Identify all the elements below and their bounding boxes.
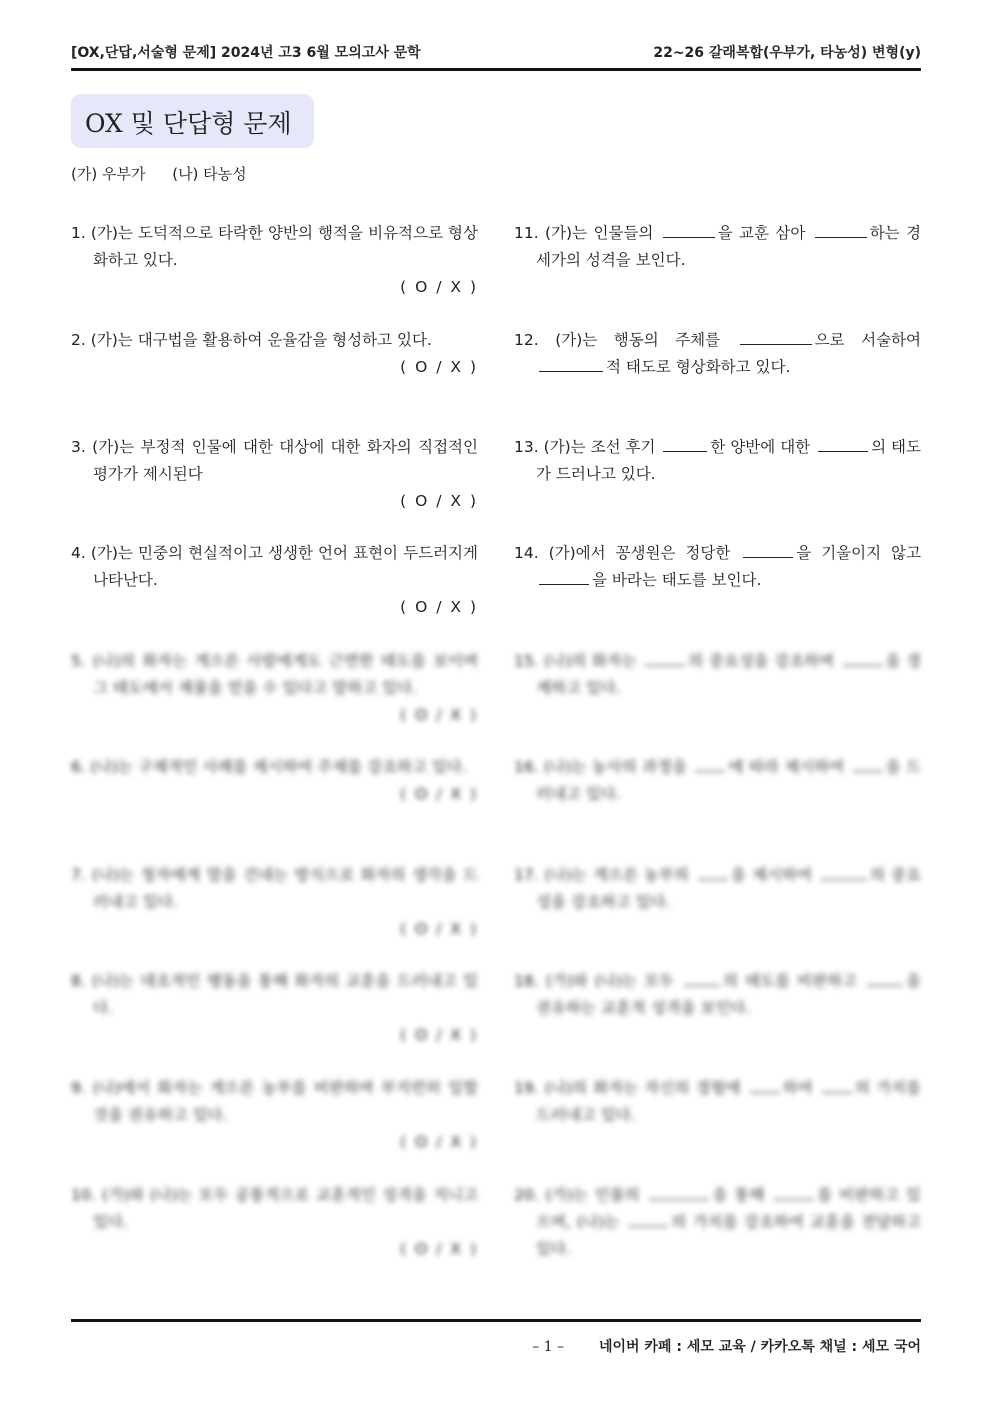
- ox-answer-mark[interactable]: ( O / X ): [400, 920, 478, 938]
- question-body: (가)는 민중의 현실적이고 생생한 언어 표현이 두드러지게 나타난다.: [90, 544, 478, 589]
- question-text-segment: 으로 서술하여: [814, 331, 921, 349]
- short-answer-question-20: [514, 1182, 921, 1263]
- short-answer-question-19: [514, 1075, 921, 1129]
- question-body: (가)는 도덕적으로 타락한 양반의 행적을 비유적으로 형상화하고 있다.: [90, 224, 478, 269]
- answer-blank[interactable]: [740, 329, 812, 345]
- ox-question-10: [71, 1182, 478, 1263]
- ox-question-8: [71, 968, 478, 1049]
- question-text-segment: 을 경계하고 있다.: [536, 652, 921, 697]
- short-answer-question-16: [514, 754, 921, 808]
- ox-answer-mark[interactable]: ( O / X ): [400, 1240, 478, 1258]
- question-text: [71, 862, 478, 916]
- question-text: [71, 1182, 478, 1236]
- question-text-segment: 을 기울이지 않고: [796, 544, 921, 562]
- ox-answer-mark[interactable]: ( O / X ): [400, 278, 478, 296]
- ox-question-4: [71, 540, 478, 621]
- question-number: 18.: [514, 972, 539, 990]
- answer-blank[interactable]: [539, 569, 589, 585]
- answer-blank[interactable]: [843, 650, 883, 666]
- question-number: 16.: [514, 758, 539, 776]
- ox-answer-mark[interactable]: ( O / X ): [400, 358, 478, 376]
- question-text-segment: 의 가치를 강조하여 교훈을 전달하고 있다.: [536, 1213, 921, 1258]
- answer-blank[interactable]: [645, 650, 685, 666]
- short-answer-question-15: [514, 648, 921, 702]
- section-title: OX 및 단답형 문제: [85, 109, 292, 138]
- question-text-segment: 을 드러내고 있다.: [536, 758, 922, 803]
- question-text-segment: 한 양반에 대한: [710, 438, 816, 456]
- work-label-a: (가) 우부가: [71, 165, 146, 183]
- answer-blank[interactable]: [818, 436, 868, 452]
- question-number: 5.: [71, 652, 86, 670]
- question-body: (나)는 대조적인 행동을 통해 화자의 교훈을 드러내고 있다.: [92, 972, 478, 1017]
- question-text-segment: 의 태도를 비판하고: [722, 972, 864, 990]
- ox-question-3: [71, 434, 478, 515]
- question-text-segment: (가)는 조선 후기: [543, 438, 661, 456]
- ox-answer-mark[interactable]: ( O / X ): [400, 706, 478, 724]
- answer-blank[interactable]: [663, 222, 715, 238]
- question-number: 10.: [71, 1186, 96, 1204]
- page-number: – 1 –: [532, 1339, 565, 1355]
- question-number: 13.: [514, 438, 539, 456]
- question-text-segment: 의 중요성을 강조하며: [688, 652, 840, 670]
- short-answer-question-11: [514, 220, 921, 274]
- question-text-segment: 을 교훈 삼아: [717, 224, 812, 242]
- question-number: 15.: [514, 652, 539, 670]
- question-number: 19.: [514, 1079, 539, 1097]
- question-text: [514, 540, 921, 594]
- ox-answer-mark[interactable]: ( O / X ): [400, 785, 478, 803]
- question-number: 2.: [71, 331, 86, 349]
- question-text: [71, 754, 478, 781]
- question-text: [514, 327, 921, 381]
- answer-blank[interactable]: [684, 970, 720, 986]
- answer-blank[interactable]: [663, 436, 707, 452]
- question-text-segment: (가)는 행동의 주체를: [555, 331, 737, 349]
- question-text-segment: (가)는 인물의: [545, 1186, 647, 1204]
- question-number: 12.: [514, 331, 539, 349]
- question-text-segment: (가)에서 꽁생원은 정당한: [548, 544, 741, 562]
- ox-answer-mark[interactable]: ( O / X ): [400, 598, 478, 616]
- question-number: 1.: [71, 224, 86, 242]
- ox-question-5: [71, 648, 478, 729]
- answer-blank[interactable]: [743, 542, 793, 558]
- question-text: [71, 1075, 478, 1129]
- ox-question-7: [71, 862, 478, 943]
- header-right: 22~26 갈래복합(우부가, 타농성) 변형(y): [653, 45, 921, 61]
- answer-blank[interactable]: [539, 356, 603, 372]
- short-answer-question-13: [514, 434, 921, 488]
- answer-blank[interactable]: [750, 1077, 780, 1093]
- header-left: [OX,단답,서술형 문제] 2024년 고3 6월 모의고사 문학: [71, 45, 421, 61]
- question-text-segment: 하는 경세가의 성격을 보인다.: [536, 224, 921, 269]
- question-text: [71, 220, 478, 274]
- page-footer: [532, 1336, 921, 1356]
- question-body: (나)에서 화자는 게으른 농부를 비판하며 부지런히 일할 것을 권유하고 있다.: [93, 1079, 478, 1124]
- answer-blank[interactable]: [628, 1211, 668, 1227]
- question-text-segment: 을 바라는 태도를 보인다.: [592, 571, 762, 589]
- question-number: 20.: [514, 1186, 539, 1204]
- top-rule: [71, 68, 921, 71]
- ox-answer-mark[interactable]: ( O / X ): [400, 492, 478, 510]
- short-answer-question-18: [514, 968, 921, 1022]
- question-text-segment: 의 가치를 드러내고 있다.: [536, 1079, 921, 1124]
- question-text: [514, 434, 921, 488]
- footer-text: 네이버 카페 : 세모 교육 / 카카오톡 채널 : 세모 국어: [598, 1339, 921, 1355]
- question-body: (가)는 부정적 인물에 대한 대상에 대한 화자의 직접적인 평가가 제시된다: [92, 438, 478, 483]
- ox-question-6: [71, 754, 478, 808]
- question-text: [514, 862, 921, 916]
- answer-blank[interactable]: [698, 864, 728, 880]
- question-number: 17.: [514, 866, 539, 884]
- question-body: (나)는 청자에게 말을 건네는 방식으로 화자의 생각을 드러내고 있다.: [92, 866, 478, 911]
- question-text-segment: 하여: [782, 1079, 819, 1097]
- question-text-segment: 의 중요성을 강조하고 있다.: [536, 866, 921, 911]
- section-title-box: [71, 94, 314, 148]
- answer-blank[interactable]: [822, 1077, 852, 1093]
- question-number: 9.: [71, 1079, 86, 1097]
- question-number: 3.: [71, 438, 86, 456]
- question-text: [514, 968, 921, 1022]
- question-body: (가)는 대구법을 활용하여 운율감을 형성하고 있다.: [90, 331, 432, 349]
- question-text: [514, 1182, 921, 1263]
- question-text-segment: 을 권유하는 교훈적 성격을 보인다.: [536, 972, 921, 1017]
- question-text-segment: (나)의 화자는: [544, 652, 643, 670]
- answer-blank[interactable]: [815, 222, 867, 238]
- short-answer-question-12: [514, 327, 921, 381]
- question-text-segment: (가)와 (나)는 모두: [545, 972, 681, 990]
- answer-blank[interactable]: [867, 970, 903, 986]
- answer-blank[interactable]: [774, 1184, 814, 1200]
- question-text-segment: (나)는 농사의 과정을: [544, 758, 693, 776]
- question-text: [71, 434, 478, 488]
- question-number: 7.: [71, 866, 86, 884]
- question-text: [71, 968, 478, 1022]
- question-text: [514, 1075, 921, 1129]
- question-number: 4.: [71, 544, 86, 562]
- bottom-rule: [71, 1319, 921, 1322]
- ox-question-2: [71, 327, 478, 381]
- question-number: 11.: [514, 224, 539, 242]
- work-label-b: (나) 타농성: [172, 165, 247, 183]
- answer-blank[interactable]: [821, 864, 867, 880]
- question-text: [71, 648, 478, 702]
- short-answer-question-14: [514, 540, 921, 594]
- question-text-segment: (나)의 화자는 자신의 경험에: [544, 1079, 747, 1097]
- question-number: 6.: [71, 758, 86, 776]
- question-text-segment: 적 태도로 형상화하고 있다.: [606, 358, 791, 376]
- ox-question-9: [71, 1075, 478, 1156]
- question-text: [514, 754, 921, 808]
- question-text-segment: (가)는 인물들의: [545, 224, 660, 242]
- question-text-segment: 의 태도가 드러나고 있다.: [536, 438, 921, 483]
- answer-blank[interactable]: [853, 756, 883, 772]
- question-text-segment: 을 통해: [712, 1186, 772, 1204]
- short-answer-question-17: [514, 862, 921, 916]
- answer-blank[interactable]: [695, 756, 725, 772]
- question-text: [514, 648, 921, 702]
- question-number: 14.: [514, 544, 539, 562]
- question-text: [514, 220, 921, 274]
- ox-answer-mark[interactable]: ( O / X ): [400, 1133, 478, 1151]
- question-text-segment: (나)는 게으른 농부의: [544, 866, 695, 884]
- ox-question-1: [71, 220, 478, 301]
- question-body: (나)의 화자는 게으른 사람에게도 근면한 태도를 보이며 그 태도에서 재물을 얻을 수 있다고 말하고 있다.: [93, 652, 478, 697]
- answer-blank[interactable]: [649, 1184, 709, 1200]
- ox-answer-mark[interactable]: ( O / X ): [400, 1026, 478, 1044]
- page-header: [71, 42, 921, 66]
- question-body: (가)와 (나)는 모두 공통적으로 교훈적인 성격을 지니고 있다.: [93, 1186, 478, 1231]
- question-text: [71, 540, 478, 594]
- question-text: [71, 327, 478, 354]
- question-text-segment: 을 제시하여: [730, 866, 818, 884]
- question-body: (나)는 구체적인 사례를 제시하여 주제를 강조하고 있다.: [90, 758, 467, 776]
- work-labels: [71, 163, 269, 184]
- question-number: 8.: [71, 972, 86, 990]
- question-text-segment: 에 따라 제시하여: [728, 758, 850, 776]
- question-text-segment: 를 비판하고 있으며, (나)는: [536, 1186, 921, 1231]
